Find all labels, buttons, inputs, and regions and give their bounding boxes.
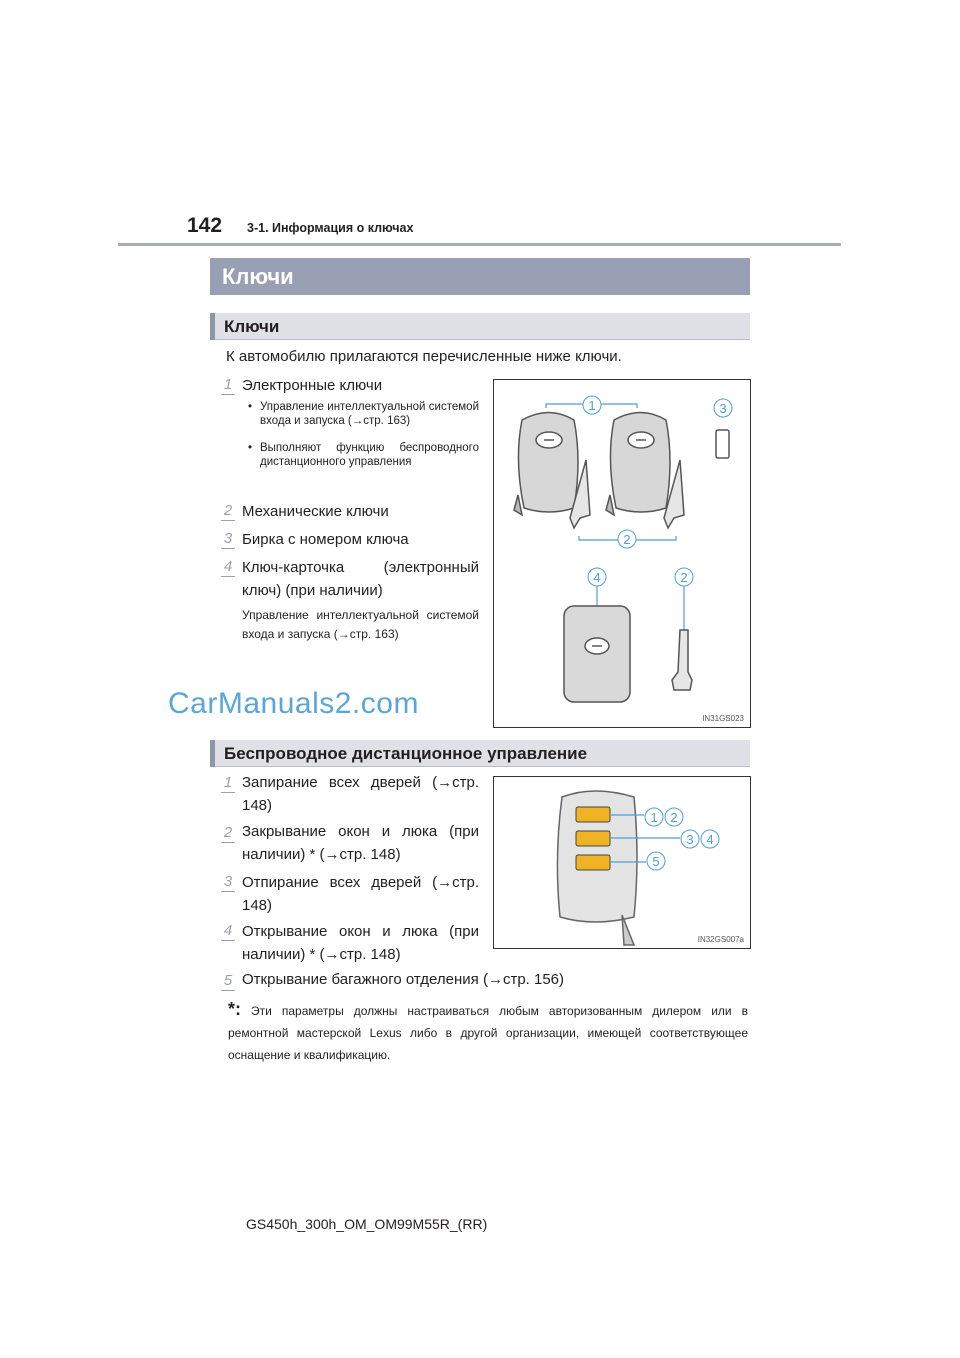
bullet-item: • Управление интеллектуальной системой входа и запуска (→стр. 163) xyxy=(248,400,479,428)
section-reference: 3-1. Информация о ключах xyxy=(247,221,414,235)
figure-code: IN32GS007a xyxy=(697,935,744,944)
lock-button-icon xyxy=(576,807,610,822)
keys-intro: К автомобилю прилагаются перечисленные ниже ключи. xyxy=(226,348,622,365)
list-item: Отпирание всех дверей (→стр. 148) xyxy=(242,874,479,914)
footnote-text: Эти параметры должны настраиваться любым авторизованным дилером или в ремонтной мастерской Lexus либо в другой организации, имеющей соответствующее оснащение и квалификацию. xyxy=(228,1004,748,1062)
list-item: Электронные ключи xyxy=(242,377,383,394)
footnote-marker: *: xyxy=(228,999,241,1019)
keys-illustration xyxy=(494,380,750,727)
bullet-item: • Выполняют функцию беспроводного дистанционного управления xyxy=(248,441,479,469)
callout-label: 4 xyxy=(706,832,714,847)
list-item: Закрывание окон и люка (при наличии) * (→стр. 148) xyxy=(242,823,479,863)
callout-label: 1 xyxy=(650,810,658,825)
remote-heading-text: Беспроводное дистанционное управление xyxy=(224,744,588,763)
item-number: 2 xyxy=(221,824,235,843)
item-number: 1 xyxy=(221,774,235,793)
card-key-icon xyxy=(564,606,630,702)
remote-illustration xyxy=(494,777,750,948)
callout-label: 2 xyxy=(670,810,678,825)
item-number: 3 xyxy=(221,873,235,892)
item-number: 3 xyxy=(221,530,235,549)
page-title: Ключи xyxy=(210,258,750,295)
callout-label: 3 xyxy=(719,401,727,416)
footnote xyxy=(228,998,748,1066)
keys-heading-text: Ключи xyxy=(224,317,280,336)
card-note: Управление интеллектуальной системой входа и запуска (→стр. 163) xyxy=(242,608,479,641)
header-rule xyxy=(118,243,841,246)
item-number: 2 xyxy=(221,502,235,521)
item-number: 5 xyxy=(221,972,235,991)
callout-label: 3 xyxy=(686,832,694,847)
list-item: Открывание багажного отделения (→стр. 156) xyxy=(242,971,565,988)
smart-key-icon xyxy=(606,413,684,529)
remote-figure xyxy=(493,776,751,949)
key-tag-icon xyxy=(716,430,729,458)
watermark: CarManuals2.com xyxy=(168,687,419,720)
smart-key-icon xyxy=(514,413,590,529)
footer-code: GS450h_300h_OM_OM99M55R_(RR) xyxy=(246,1216,488,1232)
figure-code: IN31GS023 xyxy=(702,714,744,723)
callout-label: 5 xyxy=(652,854,660,869)
list-item: Бирка с номером ключа xyxy=(242,531,409,548)
mechanical-key-icon xyxy=(672,630,692,690)
remote-heading xyxy=(210,740,750,767)
list-item: Ключ-карточка (электронный ключ) (при наличии) xyxy=(242,559,479,599)
callout-label: 2 xyxy=(623,532,631,547)
unlock-button-icon xyxy=(576,831,610,846)
trunk-button-icon xyxy=(576,855,610,870)
callout-label: 1 xyxy=(588,398,596,413)
list-item: Механические ключи xyxy=(242,503,389,520)
page-number: 142 xyxy=(187,214,223,237)
keys-heading xyxy=(210,313,750,340)
item-number: 4 xyxy=(221,922,235,941)
list-item: Запирание всех дверей (→стр. 148) xyxy=(242,774,479,814)
callout-label: 4 xyxy=(593,570,601,585)
keys-figure xyxy=(493,379,751,728)
callout-label: 2 xyxy=(680,570,688,585)
list-item: Открывание окон и люка (при наличии) * (→стр. 148) xyxy=(242,923,479,963)
item-number: 4 xyxy=(221,558,235,577)
item-number: 1 xyxy=(221,376,235,395)
